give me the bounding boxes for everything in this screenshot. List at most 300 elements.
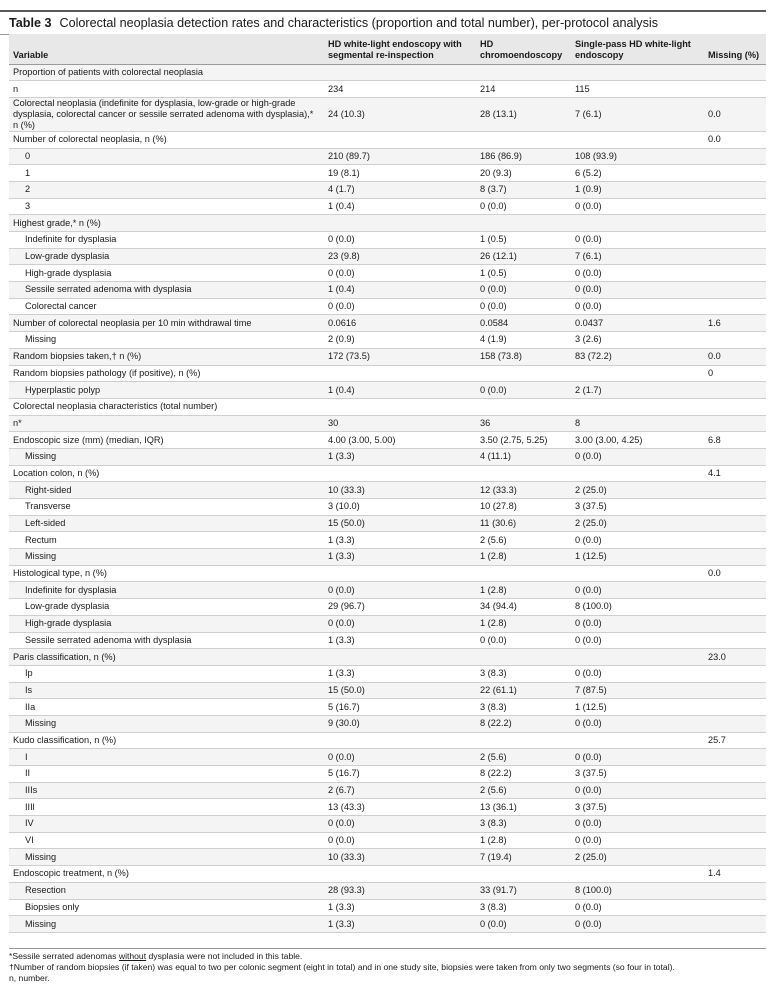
cell-hd-segmental: 1 (0.4) <box>324 198 476 215</box>
data-table <box>9 34 766 933</box>
cell-single-pass <box>571 565 704 582</box>
cell-variable: Biopsies only <box>9 899 324 916</box>
cell-hd-segmental: 0 (0.0) <box>324 582 476 599</box>
cell-chromo: 1 (0.5) <box>476 265 571 282</box>
cell-variable: Histological type, n (%) <box>9 565 324 582</box>
cell-single-pass: 3 (2.6) <box>571 332 704 349</box>
cell-hd-segmental <box>324 866 476 883</box>
cell-missing <box>704 849 766 866</box>
cell-variable: Number of colorectal neoplasia, n (%) <box>9 131 324 148</box>
cell-single-pass: 2 (25.0) <box>571 515 704 532</box>
table-row <box>9 181 766 198</box>
cell-variable: I <box>9 749 324 766</box>
cell-chromo <box>476 64 571 81</box>
cell-variable: n <box>9 81 324 98</box>
cell-variable: Missing <box>9 715 324 732</box>
table-row <box>9 515 766 532</box>
table-row <box>9 332 766 349</box>
table-row <box>9 64 766 81</box>
table-caption: Colorectal neoplasia detection rates and characteristics (proportion and total number), per-protocol analysis <box>59 16 658 30</box>
cell-single-pass: 0 (0.0) <box>571 232 704 249</box>
cell-hd-segmental: 10 (33.3) <box>324 482 476 499</box>
cell-variable: 0 <box>9 148 324 165</box>
cell-variable: Paris classification, n (%) <box>9 649 324 666</box>
cell-chromo: 34 (94.4) <box>476 599 571 616</box>
table-row <box>9 398 766 415</box>
table-row <box>9 499 766 516</box>
cell-missing: 0.0 <box>704 131 766 148</box>
cell-single-pass: 0 (0.0) <box>571 198 704 215</box>
cell-chromo <box>476 365 571 382</box>
cell-hd-segmental: 19 (8.1) <box>324 165 476 182</box>
cell-hd-segmental: 1 (3.3) <box>324 916 476 933</box>
cell-missing: 25.7 <box>704 732 766 749</box>
cell-chromo <box>476 649 571 666</box>
table-row <box>9 799 766 816</box>
cell-variable: Rectum <box>9 532 324 549</box>
cell-variable: 3 <box>9 198 324 215</box>
cell-variable: Left-sided <box>9 515 324 532</box>
table-title <box>9 15 658 31</box>
cell-missing <box>704 298 766 315</box>
table-row <box>9 665 766 682</box>
cell-single-pass <box>571 732 704 749</box>
table-row <box>9 899 766 916</box>
cell-single-pass: 1 (12.5) <box>571 699 704 716</box>
footnote-1-under: without <box>118 951 147 961</box>
cell-variable: Missing <box>9 916 324 933</box>
cell-hd-segmental <box>324 64 476 81</box>
footnote-1-post: dysplasia were not included in this table. <box>146 951 303 961</box>
cell-chromo: 2 (5.6) <box>476 532 571 549</box>
cell-missing: 4.1 <box>704 465 766 482</box>
cell-variable: Random biopsies pathology (if positive), n (%) <box>9 365 324 382</box>
cell-single-pass <box>571 866 704 883</box>
cell-missing: 23.0 <box>704 649 766 666</box>
cell-single-pass: 0 (0.0) <box>571 665 704 682</box>
cell-chromo <box>476 465 571 482</box>
table-body <box>9 64 766 932</box>
cell-variable: Missing <box>9 549 324 566</box>
cell-single-pass <box>571 649 704 666</box>
cell-missing <box>704 665 766 682</box>
cell-missing <box>704 816 766 833</box>
cell-missing <box>704 615 766 632</box>
cell-single-pass: 3 (37.5) <box>571 766 704 783</box>
cell-missing <box>704 532 766 549</box>
cell-missing <box>704 64 766 81</box>
cell-single-pass: 0 (0.0) <box>571 816 704 833</box>
cell-variable: High-grade dysplasia <box>9 615 324 632</box>
cell-chromo: 3 (8.3) <box>476 899 571 916</box>
cell-single-pass <box>571 131 704 148</box>
cell-hd-segmental: 210 (89.7) <box>324 148 476 165</box>
cell-variable: VI <box>9 832 324 849</box>
cell-chromo: 1 (2.8) <box>476 832 571 849</box>
cell-missing <box>704 198 766 215</box>
cell-variable: Highest grade,* n (%) <box>9 215 324 232</box>
cell-missing <box>704 448 766 465</box>
cell-single-pass: 3 (37.5) <box>571 799 704 816</box>
cell-chromo: 26 (12.1) <box>476 248 571 265</box>
cell-single-pass: 0 (0.0) <box>571 916 704 933</box>
cell-variable: Is <box>9 682 324 699</box>
cell-single-pass: 0 (0.0) <box>571 749 704 766</box>
cell-missing: 1.6 <box>704 315 766 332</box>
table-number: Table 3 <box>9 16 52 30</box>
cell-hd-segmental: 15 (50.0) <box>324 515 476 532</box>
table-row <box>9 382 766 399</box>
table-row <box>9 715 766 732</box>
cell-variable: 2 <box>9 181 324 198</box>
table-row <box>9 97 766 131</box>
cell-hd-segmental: 0 (0.0) <box>324 232 476 249</box>
cell-chromo: 158 (73.8) <box>476 348 571 365</box>
cell-hd-segmental: 28 (93.3) <box>324 882 476 899</box>
cell-variable: Hyperplastic polyp <box>9 382 324 399</box>
cell-hd-segmental: 24 (10.3) <box>324 97 476 131</box>
cell-hd-segmental: 0 (0.0) <box>324 615 476 632</box>
cell-hd-segmental: 10 (33.3) <box>324 849 476 866</box>
cell-missing <box>704 766 766 783</box>
cell-missing <box>704 882 766 899</box>
cell-missing <box>704 715 766 732</box>
cell-hd-segmental: 4.00 (3.00, 5.00) <box>324 432 476 449</box>
cell-variable: IIIs <box>9 782 324 799</box>
cell-hd-segmental: 1 (3.3) <box>324 899 476 916</box>
cell-missing <box>704 148 766 165</box>
cell-chromo: 1 (2.8) <box>476 582 571 599</box>
cell-variable: Ip <box>9 665 324 682</box>
cell-hd-segmental: 1 (0.4) <box>324 382 476 399</box>
table-row <box>9 649 766 666</box>
cell-single-pass: 2 (25.0) <box>571 482 704 499</box>
header-missing: Missing (%) <box>704 34 766 64</box>
cell-chromo: 1 (2.8) <box>476 549 571 566</box>
cell-missing <box>704 916 766 933</box>
footnotes <box>9 948 766 984</box>
table-row <box>9 615 766 632</box>
cell-single-pass: 0.0437 <box>571 315 704 332</box>
table-row <box>9 599 766 616</box>
table-row <box>9 816 766 833</box>
cell-single-pass: 0 (0.0) <box>571 298 704 315</box>
cell-hd-segmental: 1 (3.3) <box>324 448 476 465</box>
cell-missing <box>704 682 766 699</box>
cell-chromo: 1 (2.8) <box>476 615 571 632</box>
table-row <box>9 432 766 449</box>
table-row <box>9 699 766 716</box>
cell-variable: Indefinite for dysplasia <box>9 232 324 249</box>
cell-variable: Endoscopic size (mm) (median, IQR) <box>9 432 324 449</box>
cell-variable: Sessile serrated adenoma with dysplasia <box>9 632 324 649</box>
cell-chromo: 8 (3.7) <box>476 181 571 198</box>
cell-single-pass <box>571 398 704 415</box>
cell-chromo: 12 (33.3) <box>476 482 571 499</box>
cell-hd-segmental <box>324 131 476 148</box>
cell-single-pass: 6 (5.2) <box>571 165 704 182</box>
cell-variable: Right-sided <box>9 482 324 499</box>
cell-missing: 0 <box>704 365 766 382</box>
cell-missing: 6.8 <box>704 432 766 449</box>
table-row <box>9 832 766 849</box>
table-row <box>9 365 766 382</box>
cell-variable: Low-grade dysplasia <box>9 248 324 265</box>
cell-missing <box>704 499 766 516</box>
table-row <box>9 582 766 599</box>
cell-chromo: 36 <box>476 415 571 432</box>
header-variable: Variable <box>9 34 324 64</box>
cell-chromo: 7 (19.4) <box>476 849 571 866</box>
cell-single-pass: 3 (37.5) <box>571 499 704 516</box>
cell-variable: Missing <box>9 332 324 349</box>
table-row <box>9 732 766 749</box>
cell-single-pass: 0 (0.0) <box>571 632 704 649</box>
cell-missing <box>704 81 766 98</box>
cell-chromo <box>476 732 571 749</box>
cell-single-pass: 0 (0.0) <box>571 582 704 599</box>
cell-missing <box>704 165 766 182</box>
cell-hd-segmental: 1 (3.3) <box>324 665 476 682</box>
table-row <box>9 766 766 783</box>
cell-hd-segmental: 0.0616 <box>324 315 476 332</box>
cell-chromo: 4 (1.9) <box>476 332 571 349</box>
cell-missing <box>704 899 766 916</box>
table-row <box>9 131 766 148</box>
cell-single-pass: 2 (25.0) <box>571 849 704 866</box>
cell-hd-segmental: 29 (96.7) <box>324 599 476 616</box>
footnote-1 <box>9 951 766 962</box>
cell-variable: Missing <box>9 849 324 866</box>
cell-hd-segmental: 0 (0.0) <box>324 298 476 315</box>
table-title-bar <box>0 10 766 35</box>
cell-single-pass: 7 (6.1) <box>571 97 704 131</box>
cell-hd-segmental: 13 (43.3) <box>324 799 476 816</box>
cell-hd-segmental: 5 (16.7) <box>324 699 476 716</box>
cell-hd-segmental: 15 (50.0) <box>324 682 476 699</box>
cell-chromo <box>476 565 571 582</box>
cell-hd-segmental: 4 (1.7) <box>324 181 476 198</box>
cell-chromo: 8 (22.2) <box>476 766 571 783</box>
cell-hd-segmental <box>324 465 476 482</box>
cell-hd-segmental <box>324 215 476 232</box>
cell-chromo: 28 (13.1) <box>476 97 571 131</box>
cell-hd-segmental: 0 (0.0) <box>324 749 476 766</box>
cell-variable: IIa <box>9 699 324 716</box>
cell-missing <box>704 749 766 766</box>
cell-single-pass <box>571 215 704 232</box>
cell-single-pass: 83 (72.2) <box>571 348 704 365</box>
cell-chromo: 214 <box>476 81 571 98</box>
cell-hd-segmental <box>324 732 476 749</box>
table-row <box>9 348 766 365</box>
cell-variable: Number of colorectal neoplasia per 10 min withdrawal time <box>9 315 324 332</box>
cell-missing: 0.0 <box>704 97 766 131</box>
cell-chromo: 0 (0.0) <box>476 298 571 315</box>
cell-hd-segmental: 1 (3.3) <box>324 532 476 549</box>
cell-hd-segmental: 0 (0.0) <box>324 265 476 282</box>
cell-variable: IIIl <box>9 799 324 816</box>
table-row <box>9 415 766 432</box>
cell-hd-segmental: 23 (9.8) <box>324 248 476 265</box>
table-row <box>9 248 766 265</box>
cell-single-pass: 0 (0.0) <box>571 532 704 549</box>
table-row <box>9 632 766 649</box>
cell-single-pass: 115 <box>571 81 704 98</box>
table-row <box>9 215 766 232</box>
cell-chromo: 0 (0.0) <box>476 916 571 933</box>
header-row <box>9 34 766 64</box>
cell-hd-segmental: 1 (0.4) <box>324 282 476 299</box>
cell-variable: Indefinite for dysplasia <box>9 582 324 599</box>
cell-variable: Location colon, n (%) <box>9 465 324 482</box>
cell-single-pass: 1 (0.9) <box>571 181 704 198</box>
table-row <box>9 198 766 215</box>
cell-variable: Missing <box>9 448 324 465</box>
cell-single-pass: 2 (1.7) <box>571 382 704 399</box>
cell-chromo: 1 (0.5) <box>476 232 571 249</box>
table-row <box>9 298 766 315</box>
table-row <box>9 682 766 699</box>
cell-chromo: 2 (5.6) <box>476 782 571 799</box>
header-single-pass: Single-pass HD white-light endoscopy <box>571 34 704 64</box>
footnote-2: †Number of random biopsies (if taken) was equal to two per colonic segment (eight in total) and in one study site, biopsies were taken from only two segments (so four in total). <box>9 962 675 972</box>
cell-chromo: 20 (9.3) <box>476 165 571 182</box>
cell-variable: II <box>9 766 324 783</box>
table-row <box>9 882 766 899</box>
cell-variable: Random biopsies taken,† n (%) <box>9 348 324 365</box>
cell-hd-segmental: 2 (6.7) <box>324 782 476 799</box>
cell-variable: n* <box>9 415 324 432</box>
cell-hd-segmental: 0 (0.0) <box>324 816 476 833</box>
cell-hd-segmental <box>324 649 476 666</box>
cell-variable: Transverse <box>9 499 324 516</box>
table-row <box>9 148 766 165</box>
cell-chromo: 13 (36.1) <box>476 799 571 816</box>
cell-missing <box>704 382 766 399</box>
cell-missing <box>704 282 766 299</box>
table-row <box>9 448 766 465</box>
table-row <box>9 549 766 566</box>
cell-missing <box>704 632 766 649</box>
cell-chromo: 2 (5.6) <box>476 749 571 766</box>
cell-hd-segmental <box>324 565 476 582</box>
cell-hd-segmental <box>324 398 476 415</box>
cell-hd-segmental: 30 <box>324 415 476 432</box>
cell-missing <box>704 799 766 816</box>
cell-missing: 0.0 <box>704 348 766 365</box>
cell-variable: IV <box>9 816 324 833</box>
table-row <box>9 315 766 332</box>
cell-missing <box>704 215 766 232</box>
cell-chromo: 0 (0.0) <box>476 632 571 649</box>
cell-chromo: 3 (8.3) <box>476 665 571 682</box>
cell-variable: High-grade dysplasia <box>9 265 324 282</box>
table-row <box>9 465 766 482</box>
cell-missing <box>704 515 766 532</box>
cell-hd-segmental: 2 (0.9) <box>324 332 476 349</box>
cell-chromo: 3.50 (2.75, 5.25) <box>476 432 571 449</box>
cell-single-pass: 0 (0.0) <box>571 615 704 632</box>
cell-missing: 1.4 <box>704 866 766 883</box>
cell-hd-segmental: 1 (3.3) <box>324 549 476 566</box>
table-row <box>9 532 766 549</box>
cell-missing <box>704 265 766 282</box>
cell-variable: Sessile serrated adenoma with dysplasia <box>9 282 324 299</box>
cell-hd-segmental: 1 (3.3) <box>324 632 476 649</box>
cell-missing <box>704 699 766 716</box>
cell-missing <box>704 232 766 249</box>
cell-missing: 0.0 <box>704 565 766 582</box>
cell-chromo: 3 (8.3) <box>476 699 571 716</box>
cell-hd-segmental: 172 (73.5) <box>324 348 476 365</box>
cell-variable: Kudo classification, n (%) <box>9 732 324 749</box>
cell-chromo: 10 (27.8) <box>476 499 571 516</box>
cell-single-pass: 7 (6.1) <box>571 248 704 265</box>
cell-missing <box>704 782 766 799</box>
cell-single-pass: 8 (100.0) <box>571 882 704 899</box>
cell-chromo: 0.0584 <box>476 315 571 332</box>
table-row <box>9 565 766 582</box>
cell-single-pass: 1 (12.5) <box>571 549 704 566</box>
header-chromo: HD chromoendoscopy <box>476 34 571 64</box>
table-row <box>9 165 766 182</box>
cell-single-pass: 0 (0.0) <box>571 265 704 282</box>
cell-single-pass: 0 (0.0) <box>571 282 704 299</box>
table-row <box>9 916 766 933</box>
cell-chromo: 3 (8.3) <box>476 816 571 833</box>
table-row <box>9 749 766 766</box>
cell-chromo: 11 (30.6) <box>476 515 571 532</box>
cell-variable: Endoscopic treatment, n (%) <box>9 866 324 883</box>
cell-hd-segmental: 3 (10.0) <box>324 499 476 516</box>
cell-single-pass: 8 <box>571 415 704 432</box>
cell-single-pass: 0 (0.0) <box>571 832 704 849</box>
table-row <box>9 232 766 249</box>
footnote-3: n, number. <box>9 973 50 983</box>
cell-single-pass <box>571 365 704 382</box>
cell-missing <box>704 832 766 849</box>
cell-chromo: 0 (0.0) <box>476 282 571 299</box>
cell-hd-segmental <box>324 365 476 382</box>
cell-hd-segmental: 5 (16.7) <box>324 766 476 783</box>
cell-chromo: 0 (0.0) <box>476 382 571 399</box>
cell-chromo: 0 (0.0) <box>476 198 571 215</box>
cell-chromo: 22 (61.1) <box>476 682 571 699</box>
cell-chromo: 4 (11.1) <box>476 448 571 465</box>
cell-single-pass: 0 (0.0) <box>571 899 704 916</box>
cell-missing <box>704 549 766 566</box>
cell-variable: Colorectal neoplasia (indefinite for dysplasia, low-grade or high-grade dysplasia, colorectal cancer or sessile serrated adenoma with dysplasia),* n (%) <box>9 97 324 131</box>
table-row <box>9 282 766 299</box>
cell-missing <box>704 181 766 198</box>
cell-single-pass: 3.00 (3.00, 4.25) <box>571 432 704 449</box>
cell-single-pass: 7 (87.5) <box>571 682 704 699</box>
cell-chromo <box>476 866 571 883</box>
cell-variable: Colorectal neoplasia characteristics (total number) <box>9 398 324 415</box>
cell-missing <box>704 332 766 349</box>
cell-single-pass <box>571 64 704 81</box>
cell-single-pass <box>571 465 704 482</box>
cell-hd-segmental: 9 (30.0) <box>324 715 476 732</box>
cell-variable: Resection <box>9 882 324 899</box>
table-row <box>9 782 766 799</box>
cell-single-pass: 0 (0.0) <box>571 782 704 799</box>
header-hd-segmental: HD white-light endoscopy with segmental re-inspection <box>324 34 476 64</box>
cell-chromo <box>476 398 571 415</box>
cell-missing <box>704 248 766 265</box>
cell-chromo <box>476 215 571 232</box>
